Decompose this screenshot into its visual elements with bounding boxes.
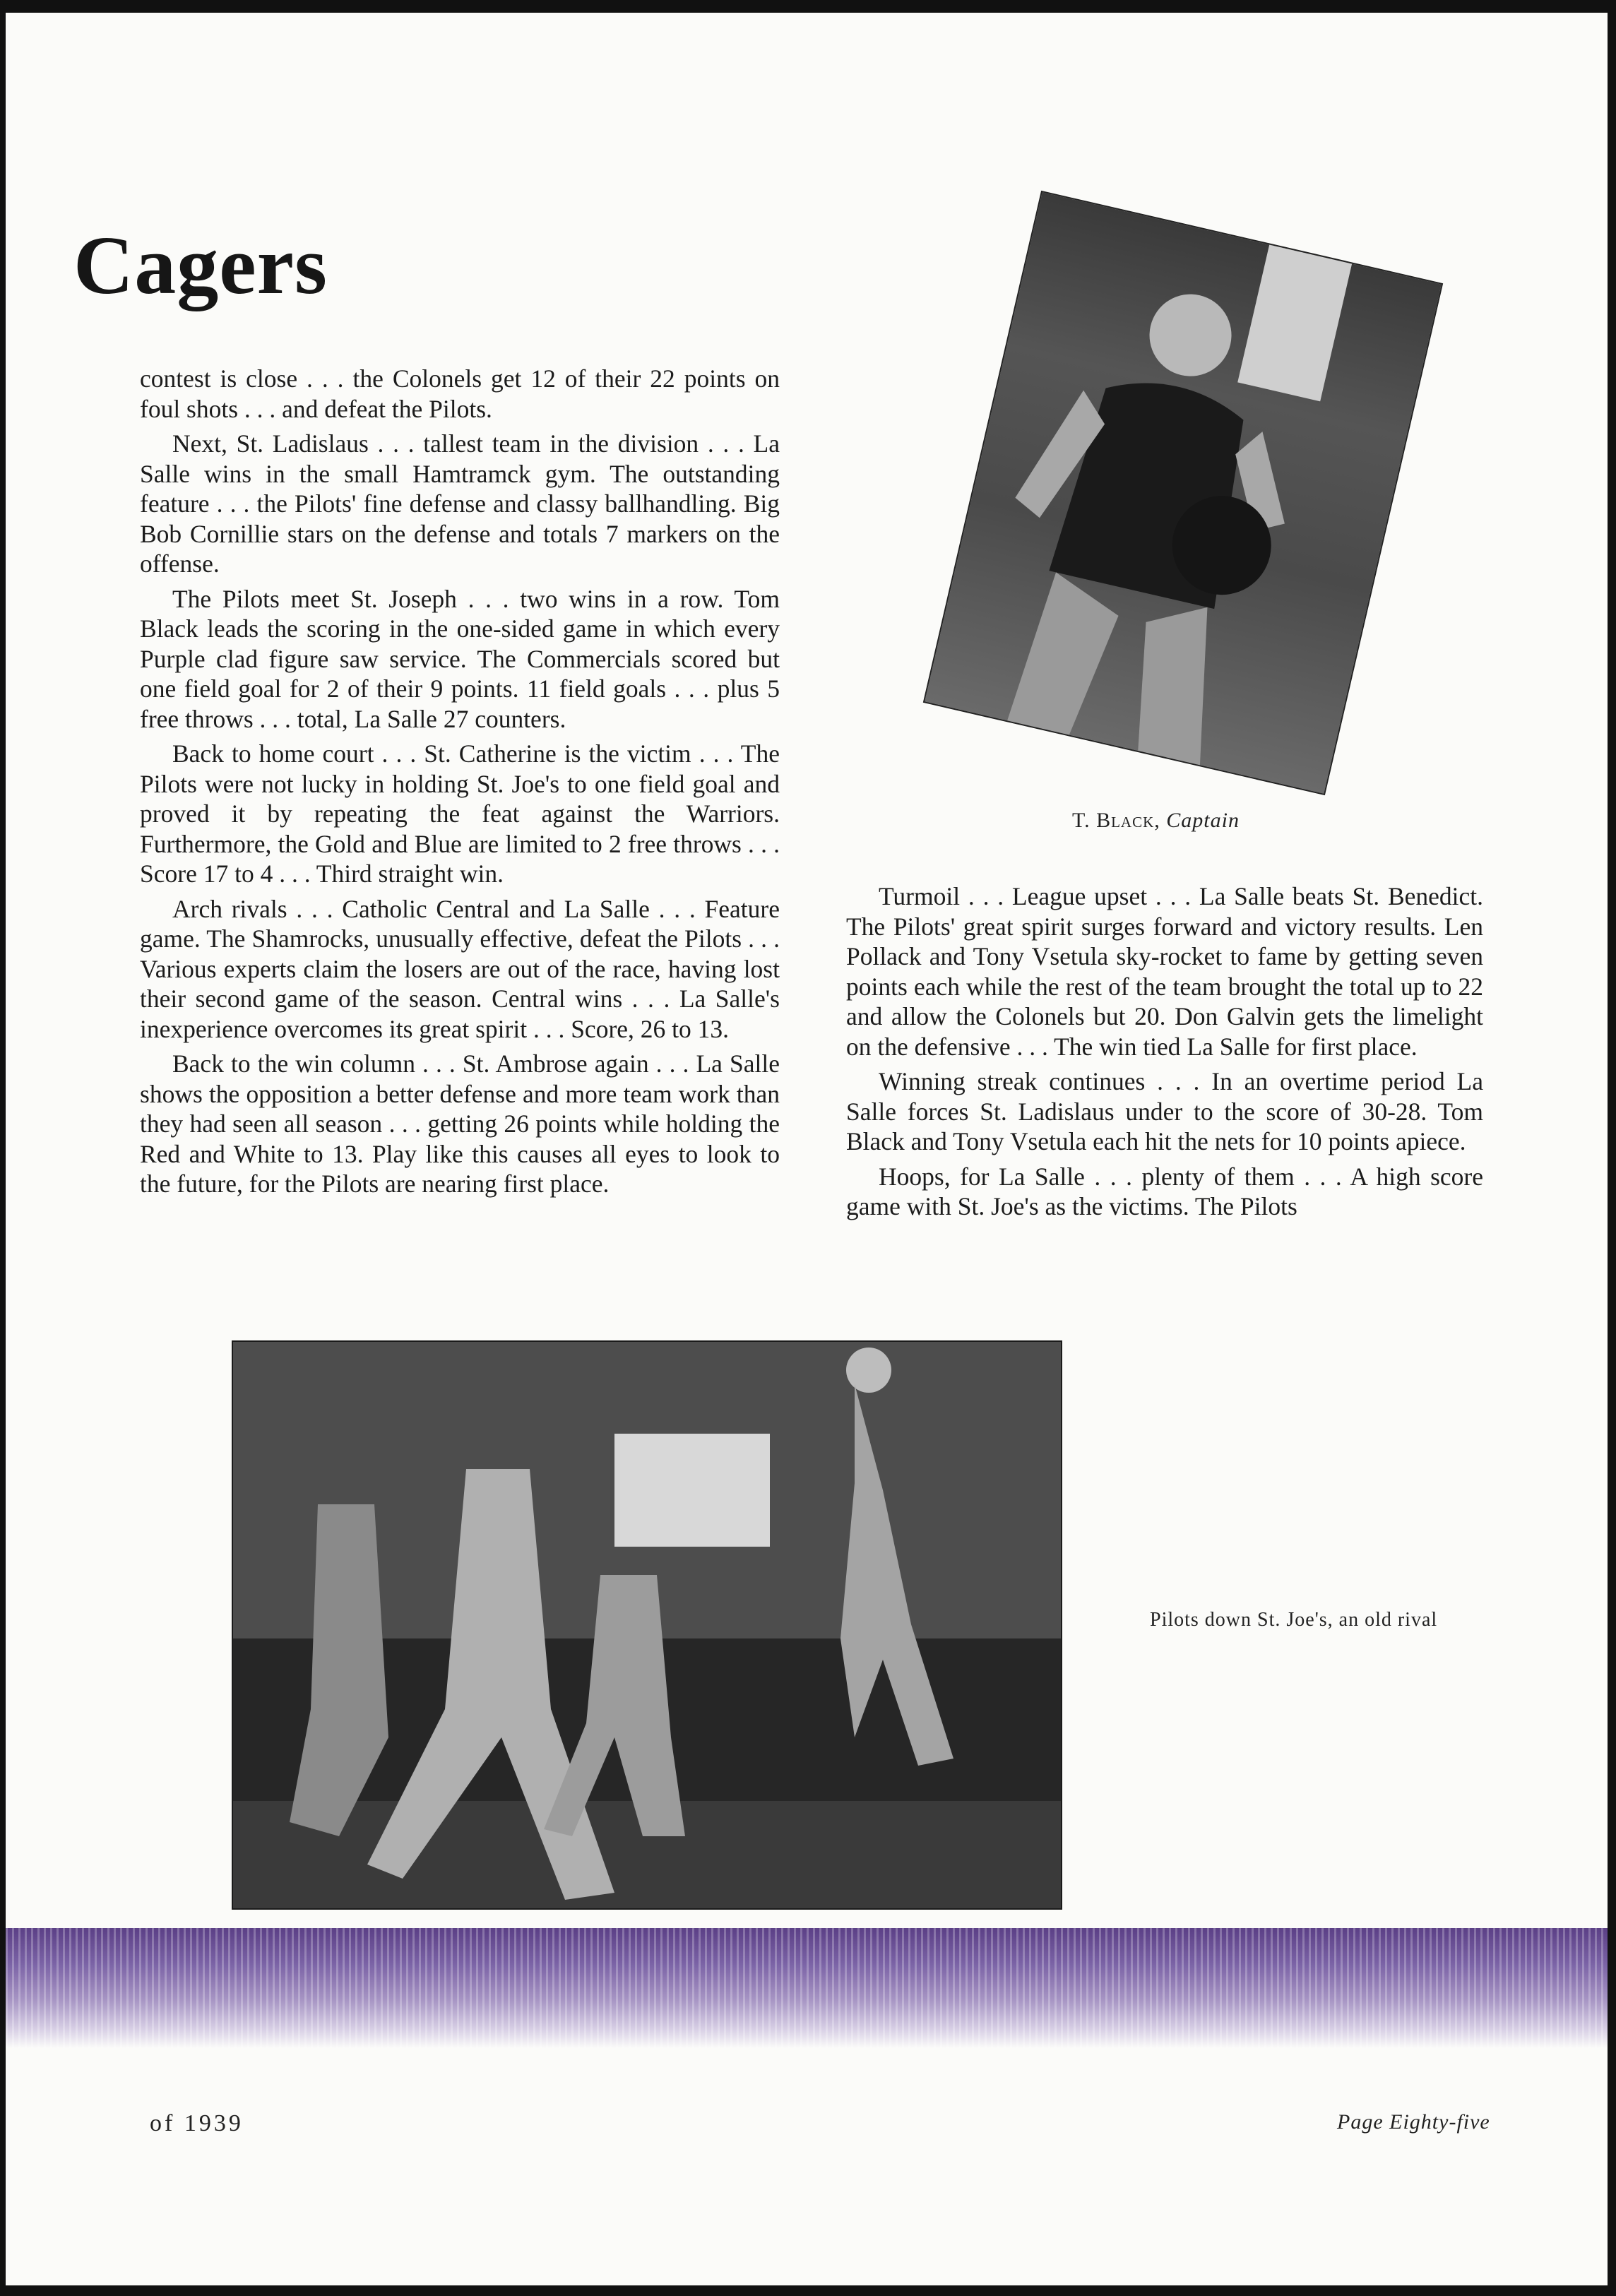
paragraph: contest is close . . . the Colonels get 12 of their 22 points on foul shots . . . and defeat the Pilots. [140,364,780,423]
game-scene [233,1342,1061,1908]
game-photo [232,1340,1062,1910]
paragraph: Next, St. Ladislaus . . . tallest team in the division . . . La Salle wins in the small Hamtramck gym. The outstanding feature . . . the Pilots' fine defense and classy ballhandling. Big Bob Cornillie stars on the defense and totals 7 markers on the offense. [140,429,780,578]
page-title: Cagers [73,219,328,311]
paragraph: Arch rivals . . . Catholic Central and La Salle . . . Feature game. The Shamrocks, unusually effective, defeat the Pilots . . . Various experts claim the losers are out of the race, having lost their second game of the season. Central wins . . . La Salle's inexperience overcomes its great spirit . . . Score, 26 to 13. [140,894,780,1043]
captain-figure [925,192,1442,794]
photo-caption: Pilots down St. Joe's, an old rival [1150,1609,1438,1631]
captain-photo [923,191,1443,795]
captain-caption [1072,809,1240,833]
paragraph: Winning streak continues . . . In an overtime period La Salle forces St. Ladislaus under to the score of 30-28. Tom Black and Tony Vsetula each hit the nets for 10 points apiece. [846,1067,1483,1155]
captain-role: Captain [1166,809,1240,832]
left-text-column [140,364,780,1204]
paragraph: Hoops, for La Salle . . . plenty of them . . . A high score game with St. Joe's as the victims. The Pilots [846,1162,1483,1220]
footer-year: of 1939 [150,2110,244,2136]
right-text-column [846,881,1483,1227]
yearbook-page [6,13,1608,2285]
paragraph: Back to the win column . . . St. Ambrose again . . . La Salle shows the opposition a better defense and more team work than they had seen all season . . . getting 26 points while holding the Red and White to 13. Play like this causes all eyes to look to the future, for the Pilots are nearing first place. [140,1049,780,1198]
purple-stipple-band [6,1928,1608,2048]
paragraph: Back to home court . . . St. Catherine is the victim . . . The Pilots were not lucky in holding St. Joe's to one field goal and proved it by repeating the feat against the Warriors. Furthermore, the Gold and Blue are limited to 2 free throws . . . Score 17 to 4 . . . Third straight win. [140,739,780,888]
footer-page-number: Page Eighty-five [1337,2110,1490,2134]
paragraph: Turmoil . . . League upset . . . La Salle beats St. Benedict. The Pilots' great spirit surges forward and victory results. Len Pollack and Tony Vsetula sky-rocket to fame by getting seven points each while the rest of the team brought the total up to 22 and allow the Colonels but 20. Don Galvin gets the limelight on the defensive . . . The win tied La Salle for first place. [846,882,1483,1061]
paragraph: The Pilots meet St. Joseph . . . two wins in a row. Tom Black leads the scoring in the one-sided game in which every Purple clad figure saw service. The Commercials scored but one field goal for 2 of their 9 points. 11 field goals . . . plus 5 free throws . . . total, La Salle 27 counters. [140,584,780,733]
captain-name: T. Black, [1072,809,1160,832]
